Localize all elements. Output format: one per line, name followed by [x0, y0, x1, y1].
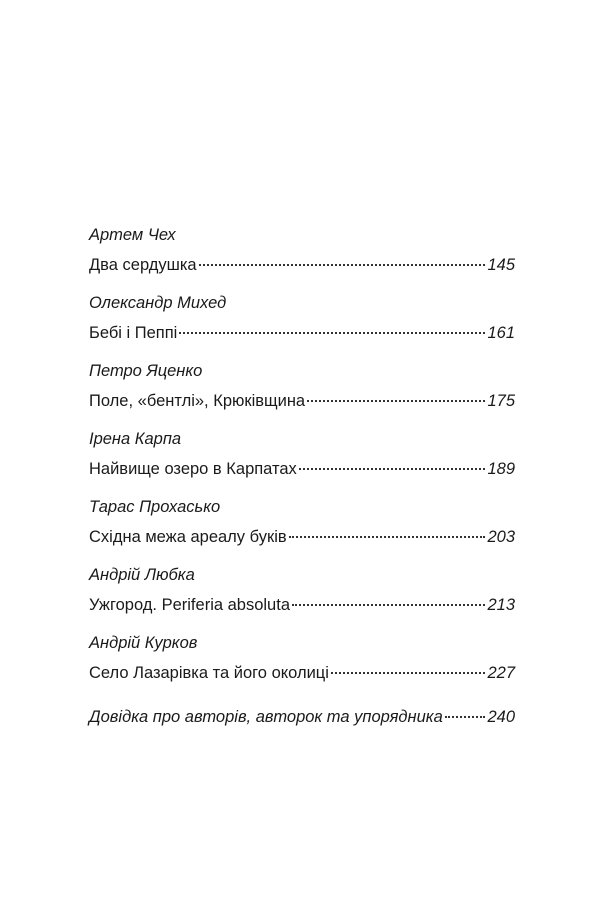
dot-leader: [445, 716, 486, 718]
dot-leader: [292, 604, 485, 606]
toc-line: [89, 706, 515, 728]
dot-leader: [299, 468, 486, 470]
toc-appendix-entry: [89, 706, 515, 728]
toc-page-number: 213: [487, 596, 515, 614]
toc-line: [89, 322, 515, 344]
toc-entry: [89, 428, 515, 480]
toc-title: Поле, «бентлі», Крюківщина: [89, 392, 306, 410]
toc-line: [89, 390, 515, 412]
toc-line: [89, 662, 515, 684]
toc-line: [89, 526, 515, 548]
toc-title: Село Лазарівка та його околиці: [89, 664, 329, 682]
dot-leader: [331, 672, 486, 674]
toc-title: Східна межа ареалу буків: [89, 528, 287, 546]
toc-line: [89, 594, 515, 616]
toc-page-number: 203: [487, 528, 515, 546]
toc-entry: [89, 360, 515, 412]
dot-leader: [307, 400, 485, 402]
toc-appendix-title: Довідка про авторів, авторок та упорядника: [89, 708, 443, 726]
toc-author: Артем Чех: [89, 226, 176, 244]
dot-leader: [179, 332, 485, 334]
toc-title: Ужгород. Periferia absoluta: [89, 596, 290, 614]
table-of-contents: [89, 224, 515, 744]
toc-page-number: 161: [487, 324, 515, 342]
toc-line: [89, 458, 515, 480]
toc-title: Два сердушка: [89, 256, 197, 274]
toc-title: Найвище озеро в Карпатах: [89, 460, 297, 478]
toc-author: Ірена Карпа: [89, 430, 182, 448]
toc-line: [89, 254, 515, 276]
toc-author: Петро Яценко: [89, 362, 203, 380]
toc-entry: [89, 564, 515, 616]
toc-page-number: 175: [487, 392, 515, 410]
toc-page-number: 145: [487, 256, 515, 274]
toc-entry: [89, 292, 515, 344]
toc-page-number: 240: [487, 708, 515, 726]
toc-author: Тарас Прохасько: [89, 498, 221, 516]
dot-leader: [199, 264, 486, 266]
toc-title: Бебі і Пеппі: [89, 324, 178, 342]
toc-author: Андрій Курков: [89, 634, 198, 652]
toc-entry: [89, 496, 515, 548]
toc-page-number: 227: [487, 664, 515, 682]
toc-page-number: 189: [487, 460, 515, 478]
toc-entry: [89, 224, 515, 276]
toc-entry: [89, 632, 515, 684]
toc-author: Олександр Михед: [89, 294, 227, 312]
dot-leader: [289, 536, 486, 538]
toc-author: Андрій Любка: [89, 566, 195, 584]
